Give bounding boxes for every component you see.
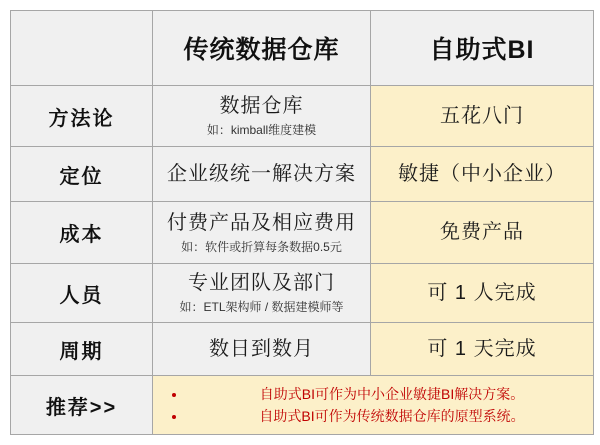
traditional-note: 如：软件或折算每条数据0.5元: [181, 239, 342, 254]
recommendation-bullet: • 自助式BI可作为中小企业敏捷BI解决方案。: [187, 383, 589, 405]
traditional-value: 企业级统一解决方案: [167, 162, 356, 185]
header-corner-cell: [11, 11, 153, 86]
table-header-row: [11, 11, 594, 86]
row-label-cell: [11, 147, 153, 202]
traditional-value: 付费产品及相应费用: [167, 211, 356, 234]
header-traditional-cell: [153, 11, 371, 86]
selfservice-cell: [371, 202, 594, 264]
table-row-methodology: [11, 86, 594, 147]
row-label-cell: [11, 86, 153, 147]
traditional-cell: [153, 202, 371, 264]
header-selfservice-cell: [371, 11, 594, 86]
selfservice-value: 五花八门: [440, 104, 524, 127]
row-label-cell: [11, 323, 153, 376]
header-selfservice-label: 自助式BI: [429, 36, 535, 64]
table-row-cost: [11, 202, 594, 264]
recommendation-bullet-list: [157, 383, 589, 428]
header-traditional-label: 传统数据仓库: [183, 36, 340, 64]
traditional-cell: [153, 86, 371, 147]
table-row-recommendation: [11, 376, 594, 435]
row-label: 成本: [59, 224, 104, 246]
traditional-value: 专业团队及部门: [188, 272, 335, 294]
table-row-positioning: [11, 147, 594, 202]
selfservice-value: 可 1 天完成: [427, 337, 537, 360]
selfservice-value: 可 1 人完成: [427, 281, 537, 304]
traditional-value: 数日到数月: [209, 337, 314, 360]
table-row-personnel: [11, 264, 594, 323]
selfservice-value: 免费产品: [440, 221, 524, 243]
selfservice-cell: [371, 323, 594, 376]
recommendation-bullet: • 自助式BI可作为传统数据仓库的原型系统。: [187, 405, 589, 427]
traditional-note: 如：ETL架构师 / 数据建模师等: [179, 300, 344, 314]
row-label: 人员: [59, 284, 104, 307]
traditional-cell: [153, 147, 371, 202]
row-label-cell: [11, 202, 153, 264]
selfservice-cell: [371, 264, 594, 323]
table-row-cycle: [11, 323, 594, 376]
selfservice-cell: [371, 147, 594, 202]
comparison-table: [10, 10, 594, 435]
row-label: 方法论: [48, 107, 115, 130]
selfservice-value: 敏捷（中小企业）: [398, 162, 566, 185]
selfservice-cell: [371, 86, 594, 147]
traditional-note: 如：kimball维度建模: [206, 123, 317, 137]
row-label-cell: [11, 264, 153, 323]
recommendation-content-cell: [153, 376, 594, 435]
row-label: 周期: [59, 340, 104, 363]
traditional-value: 数据仓库: [219, 95, 304, 117]
row-label: 定位: [59, 165, 104, 188]
recommendation-label-cell: [11, 376, 153, 435]
traditional-cell: [153, 323, 371, 376]
traditional-cell: [153, 264, 371, 323]
recommendation-label: 推荐>>: [45, 396, 118, 419]
